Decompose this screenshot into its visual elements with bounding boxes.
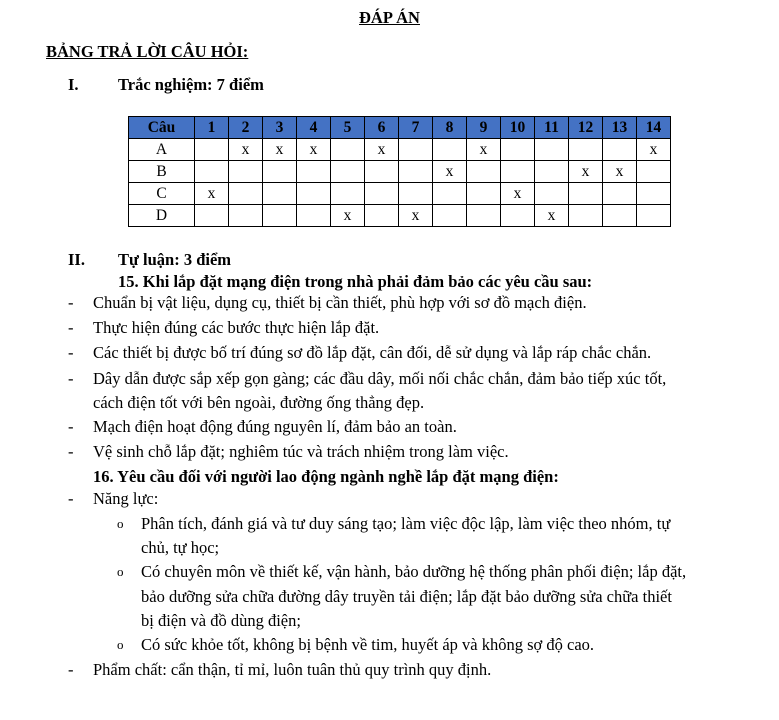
answer-cell [637, 205, 671, 227]
option-label-cell: B [129, 161, 195, 183]
answer-cell [603, 139, 637, 161]
q16-sub-item: Phân tích, đánh giá và tư duy sáng tạo; làm việc độc lập, làm việc theo nhóm, tự [141, 514, 671, 533]
question-15-title: 15. Khi lắp đặt mạng điện trong nhà phải đảm bảo các yêu cầu sau: [118, 272, 593, 291]
answer-cell [569, 183, 603, 205]
answer-cell: x [399, 205, 433, 227]
q15-item: Thực hiện đúng các bước thực hiện lắp đặt. [93, 318, 380, 337]
answer-cell [399, 139, 433, 161]
q15-item: Mạch điện hoạt động đúng nguyên lí, đảm bảo an toàn. [93, 417, 457, 436]
answer-cell [229, 205, 263, 227]
q16-sub-item-continued: bị điện và đồ dùng điện; [141, 611, 301, 630]
answer-cell [569, 139, 603, 161]
header-cell: 9 [467, 117, 501, 139]
header-cell: 4 [297, 117, 331, 139]
q15-item: Chuẩn bị vật liệu, dụng cụ, thiết bị cần thiết, phù hợp với sơ đồ mạch điện. [93, 293, 587, 312]
answer-cell [399, 161, 433, 183]
answer-cell [535, 139, 569, 161]
answer-cell [603, 183, 637, 205]
answer-cell: x [467, 139, 501, 161]
answer-cell [297, 183, 331, 205]
bullet-circle: o [117, 564, 124, 579]
bullet-dash: - [68, 442, 74, 461]
section-1-title: Trắc nghiệm: 7 điểm [118, 75, 264, 94]
answer-cell [467, 205, 501, 227]
header-cell: Câu [129, 117, 195, 139]
answer-table-header-row [129, 117, 671, 139]
answer-cell [297, 161, 331, 183]
answer-cell: x [603, 161, 637, 183]
answer-cell [195, 139, 229, 161]
section-1-number: I. [68, 75, 79, 94]
q15-item-continued: cách điện tốt với bên ngoài, đường ống thẳng đẹp. [93, 393, 425, 412]
bullet-dash: - [68, 343, 74, 362]
answer-cell [365, 161, 399, 183]
q15-item: Các thiết bị được bố trí đúng sơ đồ lắp đặt, cân đối, dễ sử dụng và lắp ráp chắc chắn. [93, 343, 652, 362]
header-cell: 12 [569, 117, 603, 139]
answer-cell [263, 161, 297, 183]
answer-cell [569, 205, 603, 227]
answer-cell [501, 205, 535, 227]
bullet-dash: - [68, 318, 74, 337]
bullet-dash: - [68, 293, 74, 312]
bullet-dash: - [68, 417, 74, 436]
answer-cell: x [535, 205, 569, 227]
answer-cell [399, 183, 433, 205]
answer-cell [501, 161, 535, 183]
bullet-circle: o [117, 516, 124, 531]
answer-cell: x [501, 183, 535, 205]
header-cell: 5 [331, 117, 365, 139]
q16-sub-item-continued: bảo dưỡng sửa chữa đường dây truyền tải điện; lắp đặt bảo dưỡng sửa chữa thiết [141, 587, 672, 606]
q16-sub-item: Có chuyên môn về thiết kế, vận hành, bảo dưỡng hệ thống phân phối điện; lắp đặt, [141, 562, 687, 581]
answer-row [129, 183, 671, 205]
answer-cell: x [263, 139, 297, 161]
answer-row [129, 161, 671, 183]
q16-sub-item-continued: chủ, tự học; [141, 538, 220, 557]
question-16-title: 16. Yêu cầu đối với người lao động ngành nghề lắp đặt mạng điện: [93, 467, 559, 486]
answer-cell [331, 161, 365, 183]
answer-cell [603, 205, 637, 227]
section-2-number: II. [68, 250, 85, 269]
header-cell: 8 [433, 117, 467, 139]
answer-cell [433, 139, 467, 161]
document-title: ĐÁP ÁN [359, 8, 420, 27]
answer-cell [229, 161, 263, 183]
answer-cell [433, 205, 467, 227]
header-cell: 10 [501, 117, 535, 139]
bullet-dash: - [68, 489, 74, 508]
header-cell: 11 [535, 117, 569, 139]
answer-cell: x [195, 183, 229, 205]
answer-cell: x [637, 139, 671, 161]
answer-cell [263, 183, 297, 205]
q16-sub-item: Có sức khỏe tốt, không bị bệnh về tim, huyết áp và không sợ độ cao. [141, 635, 595, 654]
answer-sheet-heading: BẢNG TRẢ LỜI CÂU HỎI: [46, 42, 249, 61]
answer-cell [467, 161, 501, 183]
header-cell: 2 [229, 117, 263, 139]
q16-nang-luc: Năng lực: [93, 489, 159, 508]
answer-cell: x [297, 139, 331, 161]
answer-cell [535, 161, 569, 183]
bullet-dash: - [68, 660, 74, 679]
q15-item: Dây dẫn được sắp xếp gọn gàng; các đầu dây, mối nối chắc chắn, đảm bảo tiếp xúc tốt, [93, 369, 667, 388]
answer-cell [297, 205, 331, 227]
answer-cell [535, 183, 569, 205]
option-label-cell: C [129, 183, 195, 205]
option-label-cell: D [129, 205, 195, 227]
answer-cell [433, 183, 467, 205]
answer-cell: x [229, 139, 263, 161]
answer-cell: x [331, 205, 365, 227]
header-cell: 13 [603, 117, 637, 139]
answer-cell [467, 183, 501, 205]
q15-item: Vệ sinh chỗ lắp đặt; nghiêm túc và trách nhiệm trong làm việc. [93, 442, 509, 461]
answer-cell [263, 205, 297, 227]
header-cell: 3 [263, 117, 297, 139]
answer-cell: x [365, 139, 399, 161]
answer-cell: x [569, 161, 603, 183]
header-cell: 7 [399, 117, 433, 139]
bullet-dash: - [68, 369, 74, 388]
option-label-cell: A [129, 139, 195, 161]
answer-table [128, 116, 671, 227]
answer-cell [637, 183, 671, 205]
header-cell: 6 [365, 117, 399, 139]
answer-row [129, 139, 671, 161]
q16-pham-chat: Phẩm chất: cẩn thận, tỉ mỉ, luôn tuân thủ quy trình quy định. [93, 660, 492, 679]
answer-cell [195, 205, 229, 227]
bullet-circle: o [117, 637, 124, 652]
answer-cell: x [433, 161, 467, 183]
answer-cell [501, 139, 535, 161]
answer-cell [637, 161, 671, 183]
answer-row [129, 205, 671, 227]
answer-cell [331, 183, 365, 205]
answer-cell [365, 183, 399, 205]
header-cell: 14 [637, 117, 671, 139]
answer-cell [229, 183, 263, 205]
answer-cell [365, 205, 399, 227]
answer-cell [331, 139, 365, 161]
section-2-title: Tự luận: 3 điểm [118, 250, 232, 269]
answer-cell [195, 161, 229, 183]
header-cell: 1 [195, 117, 229, 139]
